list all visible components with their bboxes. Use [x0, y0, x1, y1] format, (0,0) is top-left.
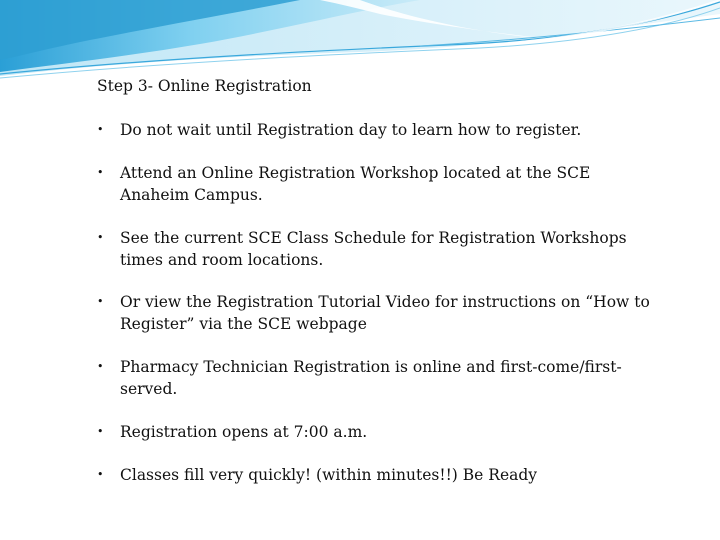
bullet-dot: •: [97, 123, 104, 136]
bullet-item: [97, 227, 657, 271]
bullet-dot: •: [97, 231, 104, 244]
slide-title: Step 3- Online Registration: [97, 77, 312, 95]
bullet-dot: •: [97, 360, 104, 373]
bullet-dot: •: [97, 425, 104, 438]
bullet-text: Registration opens at 7:00 a.m.: [120, 423, 368, 441]
bullet-text: Attend an Online Registration Workshop located at the SCE Anaheim Campus.: [120, 164, 591, 204]
bullet-item: [97, 421, 657, 443]
bullet-item: [97, 119, 657, 141]
bullet-item: [97, 291, 657, 335]
bullet-dot: •: [97, 295, 104, 308]
bullet-item: [97, 356, 657, 400]
bullet-text: See the current SCE Class Schedule for Registration Workshops times and room locations.: [120, 229, 627, 269]
bullet-text: Pharmacy Technician Registration is online and first-come/first-served.: [120, 358, 622, 398]
bullet-text: Do not wait until Registration day to learn how to register.: [120, 121, 582, 139]
bullet-item: [97, 464, 657, 486]
bullet-dot: •: [97, 166, 104, 179]
bullet-text: Or view the Registration Tutorial Video for instructions on “How to Register” via the SCE webpage: [120, 293, 650, 333]
bullet-text: Classes fill very quickly! (within minutes!!) Be Ready: [120, 466, 538, 484]
bullet-item: [97, 162, 657, 206]
bullet-dot: •: [97, 468, 104, 481]
